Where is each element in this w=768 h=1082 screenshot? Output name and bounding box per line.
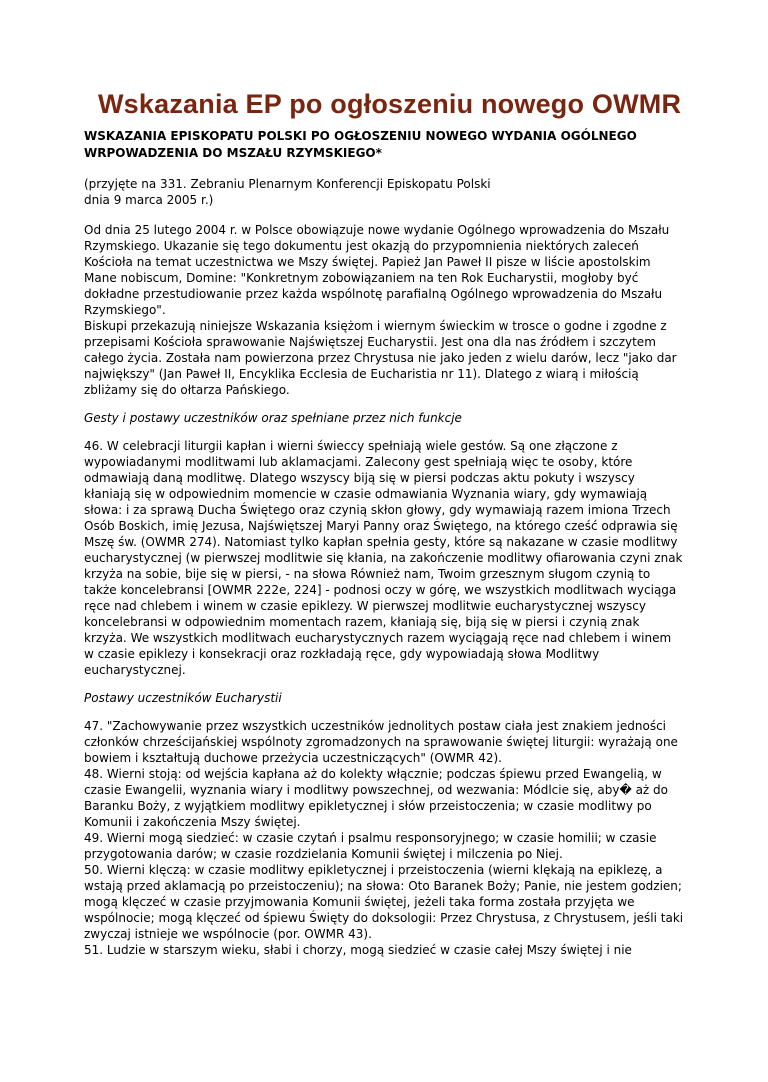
paragraph-47: 47. "Zachowywanie przez wszystkich uczestników jednolitych postaw ciała jest znakiem jedności członków chrześcijańskiej wspólnoty zgromadzonych na sprawowanie świętej liturgii: wyrażają one bowiem i kształtują duchowe przeżycia uczestniczących" (OWMR 42). bbox=[84, 719, 678, 765]
section-heading-postures: Postawy uczestników Eucharystii bbox=[84, 691, 282, 705]
adoption-line: dnia 9 marca 2005 r.) bbox=[84, 193, 214, 207]
section-heading-gestures: Gesty i postawy uczestników oraz spełniane przez nich funkcje bbox=[84, 411, 462, 425]
intro-paragraph: Biskupi przekazują niniejsze Wskazania księżom i wiernym świeckim w trosce o godne i zgodne z przepisami Kościoła sprawowanie Najświętszej Eucharystii. Jest ona dla nas źródłem i szczytem całego życia. Została nam powierzona przez Chrystusa nie jako jeden z wielu darów, lecz "jako dar największy" (Jan Paweł II, Encyklika Ecclesia de Eucharistia nr 11). Dlatego z wiarą i miłością zbliżamy się do ołtarza Pańskiego. bbox=[84, 319, 677, 397]
section-body-gestures bbox=[84, 438, 684, 678]
adoption-note bbox=[84, 176, 684, 208]
document-subtitle: WSKAZANIA EPISKOPATU POLSKI PO OGŁOSZENIU NOWEGO WYDANIA OGÓLNEGO WRPOWADZENIA DO MSZAŁU RZYMSKIEGO* bbox=[84, 129, 637, 160]
intro-text bbox=[84, 222, 684, 398]
page-title: Wskazania EP po ogłoszeniu nowego OWMR bbox=[98, 89, 682, 119]
intro-paragraph: Od dnia 25 lutego 2004 r. w Polsce obowiązuje nowe wydanie Ogólnego wprowadzenia do Mszału Rzymskiego. Ukazanie się tego dokumentu jest okazją do przypomnienia niektórych zaleceń Kościoła na temat uczestnictwa we Mszy świętej. Papież Jan Paweł II pisze w liście apostolskim Mane nobiscum, Domine: "Konkretnym zobowiązaniem na ten Rok Eucharystii, mogłoby być dokładne przestudiowanie przez każda wspólnotę parafialną Ogólnego wprowadzenia do Mszału Rzymskiego". bbox=[84, 223, 670, 317]
paragraph-48: 48. Wierni stoją: od wejścia kapłana aż do kolekty włącznie; podczas śpiewu przed Ewangelią, w czasie Ewangelii, wyznania wiary i modlitwy powszechnej, od wezwania: Módlcie się, aby� aż do Baranku Boży, z wyjątkiem modlitwy epikletycznej i słów przeistoczenia; w czasie modlitwy po Komunii i zakończenia Mszy świętej. bbox=[84, 767, 668, 829]
adoption-line: (przyjęte na 331. Zebraniu Plenarnym Konferencji Episkopatu Polski bbox=[84, 177, 491, 191]
paragraph-46: 46. W celebracji liturgii kapłan i wierni świeccy spełniają wiele gestów. Są one złączone z wypowiadanymi modlitwami lub aklamacjami. Zalecony gest spełniają więc te osoby, które odmawiają daną modlitwę. Dlatego wszyscy biją się w piersi podczas aktu pokuty i wszyscy kłaniają się w odpowiednim momencie w czasie odmawiania Wyznania wiary, gdy wymawiają słowa: i za sprawą Ducha Świętego oraz czynią skłon głowy, gdy wymawiają razem imiona Trzech Osób Boskich, imię Jezusa, Najświętszej Maryi Panny oraz Świętego, na którego cześć odprawia się Mszę św. (OWMR 274). Natomiast tylko kapłan spełnia gesty, które są nakazane w czasie modlitwy eucharystycznej (w pierwszej modlitwie się kłania, na zakończenie modlitwy ofiarowania czyni znak krzyża na sobie, bije się w piersi, - na słowa Również nam, Twoim grzesznym sługom czynią to także koncelebransi [OWMR 222e, 224] - podnosi oczy w górę, we wszystkich modlitwach wyciąga ręce nad chlebem i winem w czasie epiklezy. W pierwszej modlitwie eucharystycznej wszyscy koncelebransi w odpowiednim momentach razem, kłaniają się, biją się w piersi i czynią znak krzyża. We wszystkich modlitwach eucharystycznych razem wyciągają ręce nad chlebem i winem w czasie epiklezy i konsekracji oraz rozkładają ręce, gdy wypowiadają słowa Modlitwy eucharystycznej. bbox=[84, 439, 683, 677]
section-body-postures bbox=[84, 718, 684, 958]
paragraph-49: 49. Wierni mogą siedzieć: w czasie czytań i psalmu responsoryjnego; w czasie homilii; w czasie przygotowania darów; w czasie rozdzielania Komunii świętej i milczenia po Niej. bbox=[84, 831, 657, 861]
paragraph-50: 50. Wierni klęczą: w czasie modlitwy epikletycznej i przeistoczenia (wierni klękają na epiklezę, a wstają przed aklamacją po przeistoczeniu); na słowa: Oto Baranek Boży; Panie, nie jestem godzien; mogą klęczeć w czasie przyjmowania Komunii świętej, jeżeli taka forma została przyjęta we wspólnocie; mogą klęczeć od śpiewu Święty do doksologii: Przez Chrystusa, z Chrystusem, jeśli taki zwyczaj istnieje we wspólnocie (por. OWMR 43). bbox=[84, 863, 684, 941]
paragraph-51: 51. Ludzie w starszym wieku, słabi i chorzy, mogą siedzieć w czasie całej Mszy świętej i nie bbox=[84, 943, 632, 957]
document-page bbox=[0, 88, 768, 958]
